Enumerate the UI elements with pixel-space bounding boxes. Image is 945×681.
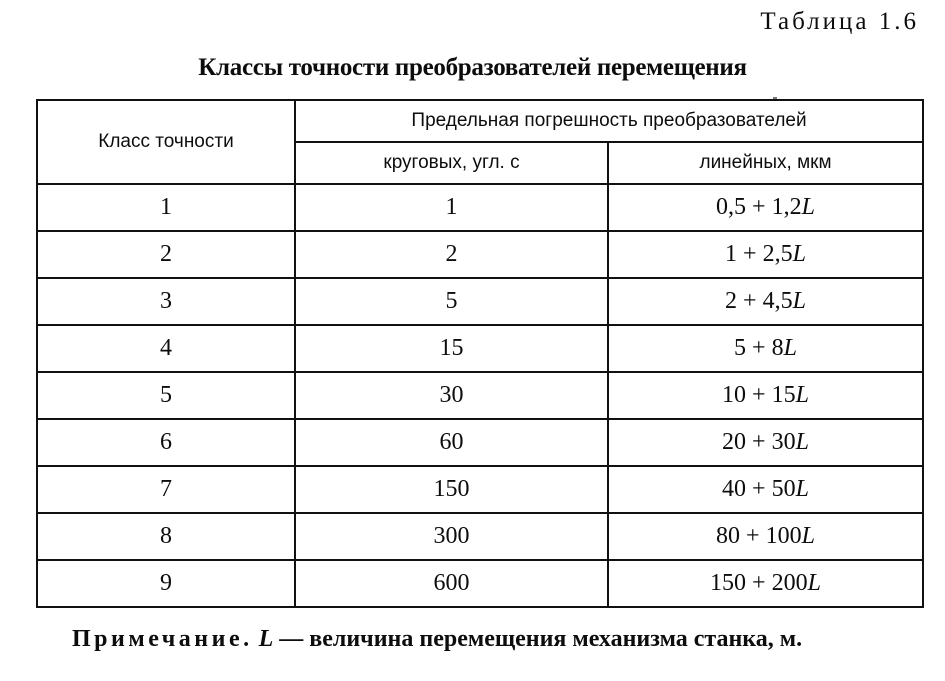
header-angular: круговых, угл. с [295,142,608,184]
formula-variable: L [795,429,809,455]
angular-error-cell: 600 [295,560,608,607]
table-number: Таблица 1.6 [760,8,919,35]
table-note [72,626,802,653]
note-label: Примечание. [72,626,253,652]
formula-coefficient: 50 [771,476,796,502]
formula-constant: 10 [722,382,747,408]
formula-coefficient: 1,2 [771,194,802,220]
formula-variable: L [795,476,809,502]
linear-error-cell [608,466,923,513]
table-row [37,278,923,325]
class-cell: 3 [37,278,295,325]
formula-variable: L [792,288,806,314]
formula-variable: L [801,523,815,549]
angular-error-cell: 5 [295,278,608,325]
linear-error-cell [608,278,923,325]
formula-constant: 2 [725,288,738,314]
formula-constant: 40 [722,476,747,502]
class-cell: 5 [37,372,295,419]
angular-error-cell: 300 [295,513,608,560]
linear-error-cell [608,419,923,466]
linear-error-formula [734,335,797,362]
note-variable: L [258,626,274,652]
formula-operator: + [752,194,766,220]
formula-constant: 1 [725,241,738,267]
formula-constant: 80 [716,523,741,549]
formula-constant: 0,5 [716,194,747,220]
header-class: Класс точности [37,100,295,184]
formula-variable: L [792,241,806,267]
formula-operator: + [743,241,757,267]
formula-operator: + [752,335,766,361]
class-cell: 1 [37,184,295,231]
linear-error-formula [710,570,821,597]
linear-error-formula [725,288,806,315]
formula-coefficient: 4,5 [762,288,793,314]
class-cell: 9 [37,560,295,607]
linear-error-cell [608,184,923,231]
formula-variable: L [801,194,815,220]
table-row [37,560,923,607]
linear-error-cell [608,231,923,278]
header-linear: линейных, мкм [608,142,923,184]
formula-variable: L [807,570,821,596]
linear-error-formula [722,382,809,409]
linear-error-formula [716,194,815,221]
formula-variable: L [795,382,809,408]
angular-error-cell: 1 [295,184,608,231]
formula-operator: + [743,288,757,314]
table-body [37,100,923,607]
formula-operator: + [752,382,766,408]
table-row [37,372,923,419]
formula-coefficient: 100 [765,523,802,549]
class-cell: 4 [37,325,295,372]
formula-variable: L [783,335,797,361]
linear-error-cell [608,560,923,607]
table-row [37,325,923,372]
formula-coefficient: 2,5 [762,241,793,267]
formula-constant: 20 [722,429,747,455]
formula-coefficient: 8 [771,335,784,361]
formula-operator: + [752,476,766,502]
formula-constant: 150 [710,570,747,596]
formula-operator: + [752,429,766,455]
linear-error-formula [725,241,806,268]
formula-operator: + [752,570,766,596]
class-cell: 2 [37,231,295,278]
angular-error-cell: 15 [295,325,608,372]
table-row [37,513,923,560]
angular-error-cell: 60 [295,419,608,466]
class-cell: 7 [37,466,295,513]
table-row [37,466,923,513]
linear-error-cell [608,325,923,372]
class-cell: 8 [37,513,295,560]
formula-coefficient: 30 [771,429,796,455]
header-row-1 [37,100,923,142]
table-title: Классы точности преобразователей перемещения [198,54,747,81]
linear-error-cell [608,513,923,560]
note-text: — величина перемещения механизма станка, м. [279,626,803,652]
linear-error-formula [722,476,809,503]
formula-coefficient: 15 [771,382,796,408]
linear-error-formula [722,429,809,456]
angular-error-cell: 150 [295,466,608,513]
linear-error-cell [608,372,923,419]
angular-error-cell: 2 [295,231,608,278]
formula-constant: 5 [734,335,747,361]
accuracy-classes-table [36,99,924,608]
table-row [37,419,923,466]
linear-error-formula [716,523,815,550]
table-row [37,184,923,231]
formula-coefficient: 200 [771,570,808,596]
class-cell: 6 [37,419,295,466]
formula-operator: + [746,523,760,549]
table-row [37,231,923,278]
header-error-group: Предельная погрешность преобразователей [295,100,923,142]
angular-error-cell: 30 [295,372,608,419]
